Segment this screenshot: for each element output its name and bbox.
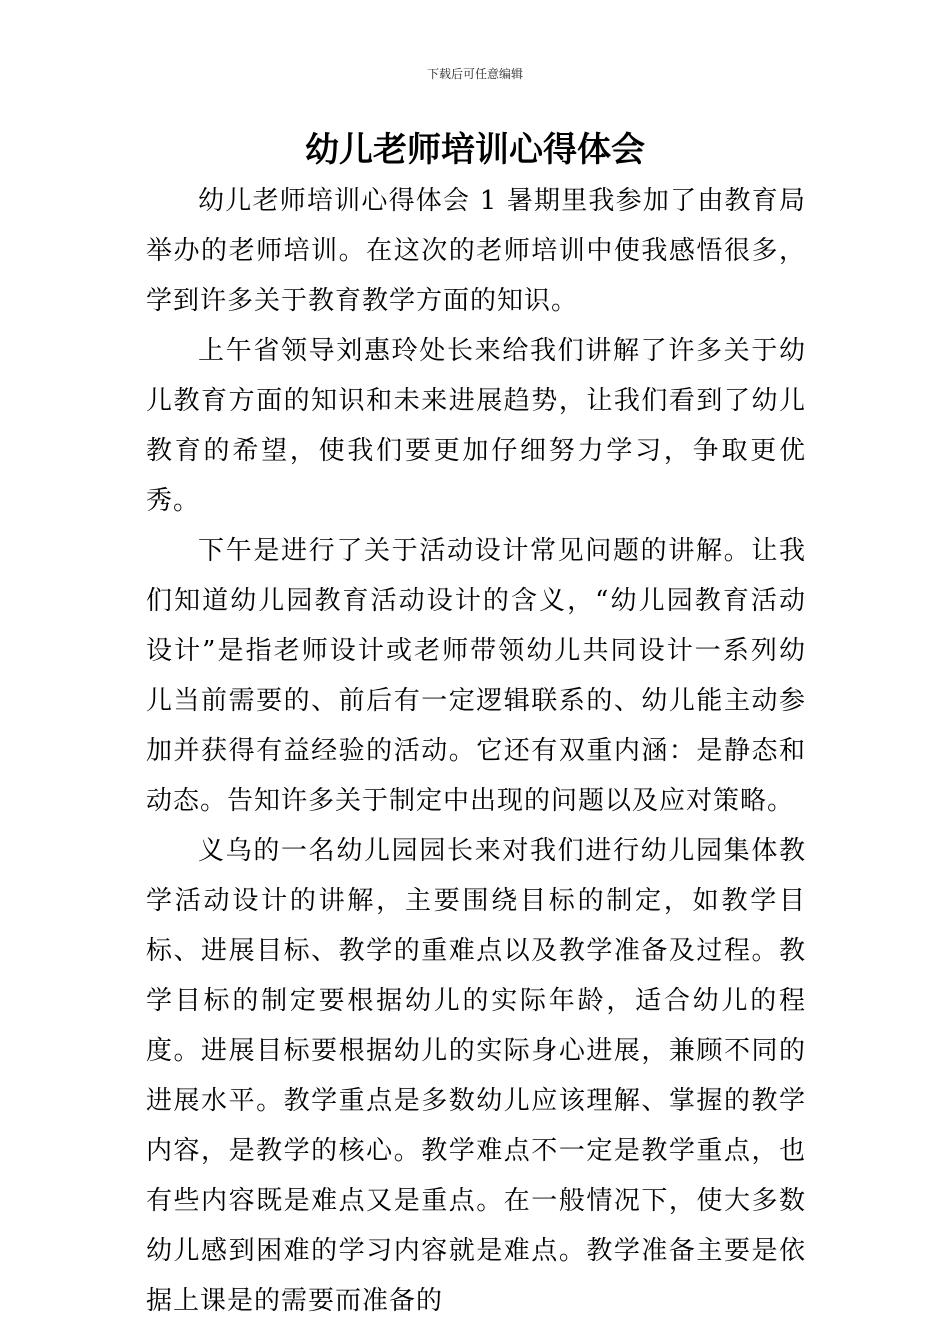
header-note: 下载后可任意编辑 (426, 67, 523, 81)
document-title: 幼儿老师培训心得体会 (305, 130, 645, 170)
paragraph-3: 下午是进行了关于活动设计常见问题的讲解。让我们知道幼儿园教育活动设计的含义，“幼儿园教育活动设计”是指老师设计或老师带领幼儿共同设计一系列幼儿当前需要的、前后有一定逻辑联系的、幼儿能主动参加并获得有益经验的活动。它还有双重内涵：是静态和动态。告知许多关于制定中出现的问题以及应对策略。 (146, 536, 806, 816)
paragraph-2: 上午省领导刘惠玲处长来给我们讲解了许多关于幼儿教育方面的知识和未来进展趋势，让我们看到了幼儿教育的希望，使我们要更加仔细努力学习，争取更优秀。 (146, 336, 806, 516)
document-body (146, 176, 806, 1326)
paragraph-1: 幼儿老师培训心得体会 1 暑期里我参加了由教育局举办的老师培训。在这次的老师培训中使我感悟很多，学到许多关于教育教学方面的知识。 (146, 186, 806, 316)
paragraph-4: 义乌的一名幼儿园园长来对我们进行幼儿园集体教学活动设计的讲解，主要围绕目标的制定，如教学目标、进展目标、教学的重难点以及教学准备及过程。教学目标的制定要根据幼儿的实际年龄，适合幼儿的程度。进展目标要根据幼儿的实际身心进展，兼顾不同的进展水平。教学重点是多数幼儿应该理解、掌握的教学内容，是教学的核心。教学难点不一定是教学重点，也有些内容既是难点又是重点。在一般情况下，使大多数幼儿感到困难的学习内容就是难点。教学准备主要是依据上课是的需要而准备的 (146, 836, 806, 1316)
